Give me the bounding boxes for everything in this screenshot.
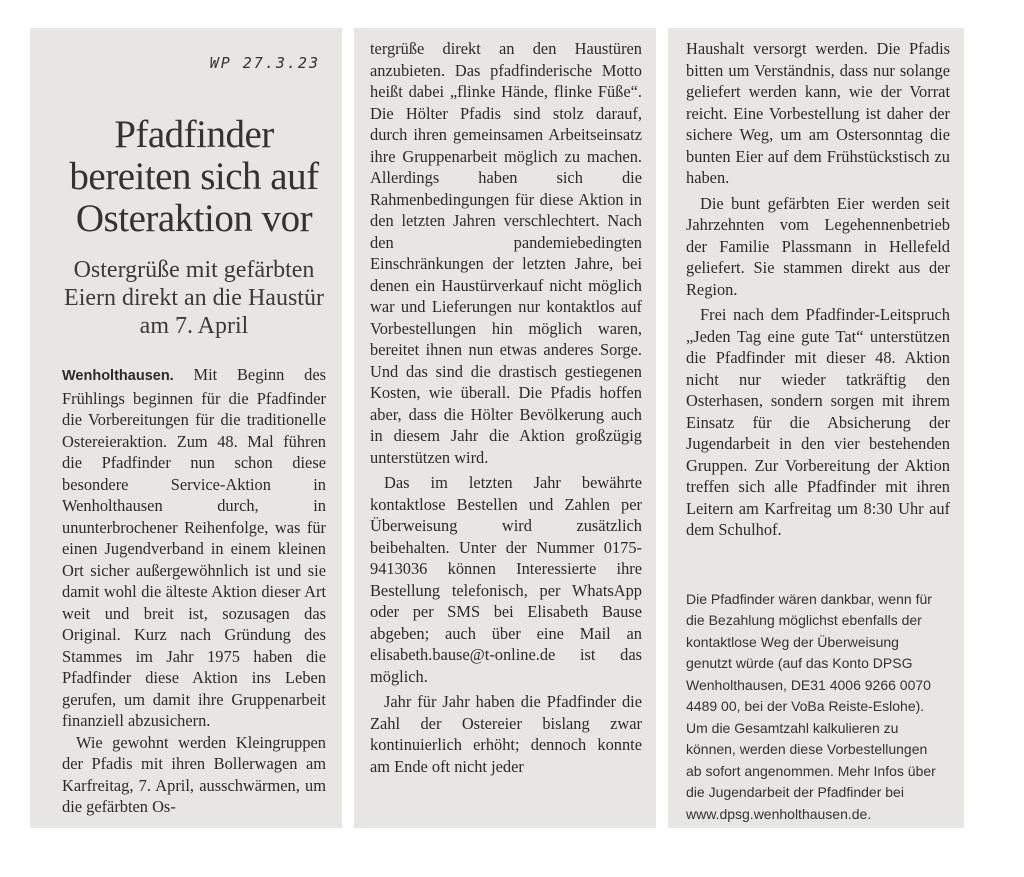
paragraph: Die bunt gefärbten Eier werden seit Jahrzehnten vom Legehennenbetrieb der Familie Plassmann in Hellefeld geliefert. Sie stammen direkt aus der Region. — [686, 193, 950, 299]
article-body-column-3 — [686, 38, 950, 541]
article-headline: Pfadfinder bereiten sich auf Osteraktion vor — [69, 113, 319, 240]
paragraph: Wenholthausen. Mit Beginn des Frühlings beginnen für die Pfadfinder die Vorbereitungen für die traditionelle Ostereieraktion. Zum 48. Mal führen die Pfadfinder nun schon diese besondere Service-Aktion in Wenholthausen durch, in ununterbrochener Reihenfolge, was für einen Jugendverband in einem kleinen Ort sicher außergewöhnlich ist und sie damit wohl die älteste Aktion dieser Art weit und breit ist, sozusagen das Original. Kurz nach Gründung des Stammes im Jahr 1975 haben die Pfadfinder diese Aktion ins Leben gerufen, um damit ihre Gruppenarbeit finanziell abzusichern. — [62, 365, 326, 730]
article-body-column-1 — [62, 364, 326, 818]
dateline: Wenholthausen. — [62, 368, 174, 384]
handwritten-date-note: WP 27.3.23 — [209, 54, 320, 72]
paragraph: Jahr für Jahr haben die Pfadfinder die Zahl der Ostereier bislang zwar kontinuierlich erhöht; dennoch konnte am Ende oft nicht jeder — [370, 692, 642, 776]
article-body-column-2 — [370, 38, 642, 777]
info-box: Die Pfadfinder wären dankbar, wenn für die Bezahlung möglichst ebenfalls der kontaktlose Weg der Überweisung genutzt würde (auf das Konto DPSG Wenholthausen, DE31 4006 9266 0070 4489 00, bei der VoBa Reiste-Eslohe). Um die Gesamtzahl kalkulieren zu können, werden diese Vorbestellungen ab sofort angenommen. Mehr Infos über die Jugendarbeit der Pfadfinder bei www.dpsg.wenholthausen.de. — [686, 590, 936, 822]
clipping-column-2 — [354, 28, 656, 828]
article-subheadline: Ostergrüße mit gefärbten Eiern direkt an die Haustür am 7. April — [64, 257, 324, 339]
paragraph: Wie gewohnt werden Kleingruppen der Pfadis mit ihren Bollerwagen am Karfreitag, 7. April, ausschwärmen, um die gefärbten Os- — [62, 732, 326, 816]
paragraph: Das im letzten Jahr bewährte kontaktlose Bestellen und Zahlen per Überweisung wird zusätzlich beibehalten. Unter der Nummer 0175-9413036 können Interessierte ihre Bestellung telefonisch, per WhatsApp oder per SMS bei Elisabeth Bause abgeben; auch über eine Mail an elisabeth.bause@t-online.de ist das möglich. — [370, 473, 642, 686]
clipping-column-1 — [30, 28, 342, 828]
paragraph: Frei nach dem Pfadfinder-Leitspruch „Jeden Tag eine gute Tat“ unterstützen die Pfadfinder mit dieser 48. Aktion nicht nur wieder tatkräftig den Osterhasen, sondern sorgen mit ihrem Einsatz für die Absicherung der Jugendarbeit in den vier bestehenden Gruppen. Zur Vorbereitung der Aktion treffen sich alle Pfadfinder mit ihren Leitern am Karfreitag um 8:30 Uhr auf dem Schulhof. — [686, 305, 950, 539]
paragraph: Haushalt versorgt werden. Die Pfadis bitten um Verständnis, dass nur solange geliefert werden kann, wie der Vorrat reicht. Eine Vorbestellung ist daher der sichere Weg, um am Ostersonntag die bunten Eier auf dem Frühstückstisch zu haben. — [686, 39, 950, 187]
paragraph: tergrüße direkt an den Haustüren anzubieten. Das pfadfinderische Motto heißt dabei „flinke Hände, flinke Füße“. Die Hölter Pfadis sind stolz darauf, durch ihren gemeinsamen Arbeitseinsatz ihre Gruppenarbeit möglich zu machen. Allerdings haben sich die Rahmenbedingungen für diese Aktion in den letzten Jahren verschlechtert. Nach den pandemiebedingten Einschränkungen der letzten Jahre, bei denen ein Haustürverkauf nicht möglich war und Lieferungen nur kontaktlos auf Vorbestellungen hin möglich waren, bereitet ihnen nun etwas anderes Sorge. Und das sind die drastisch gestiegenen Kosten, wie überall. Die Pfadis hoffen aber, dass die Hölter Bevölkerung auch in diesem Jahr die Aktion großzügig unterstützen wird. — [370, 39, 642, 467]
clipping-column-3 — [668, 28, 964, 828]
